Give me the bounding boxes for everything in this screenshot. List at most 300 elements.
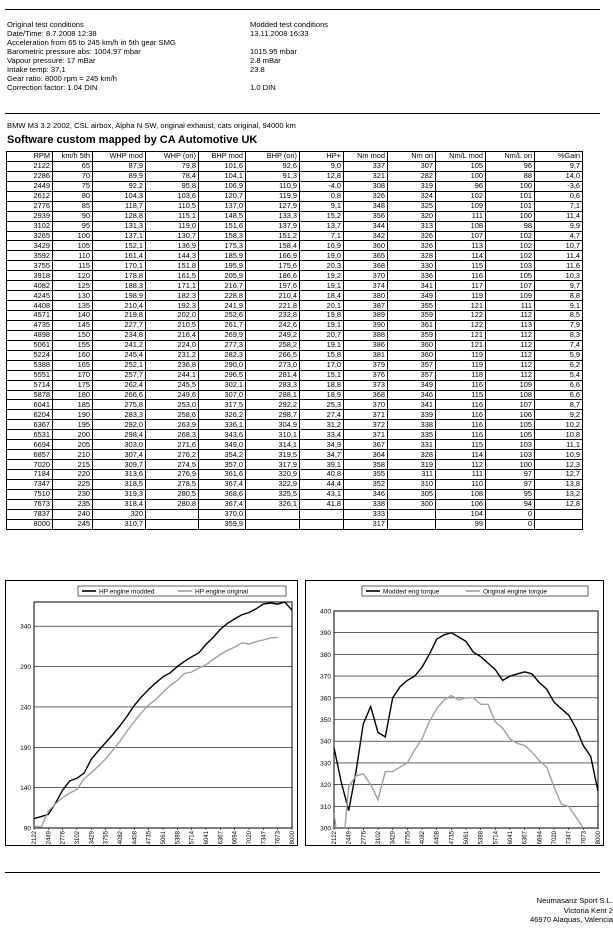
table-cell: 322,9 — [246, 479, 300, 489]
x-tick-label: 3102 — [75, 831, 81, 845]
table-row — [7, 390, 583, 400]
table-cell: 338 — [344, 499, 388, 509]
table-cell: -4,0 — [300, 181, 344, 191]
table-cell: 116 — [436, 380, 486, 390]
table-cell: 336 — [388, 271, 436, 281]
table-cell: 357,0 — [199, 460, 246, 470]
table-cell: 263,9 — [146, 420, 199, 430]
table-cell: 361,6 — [199, 470, 246, 480]
table-cell: 10,7 — [535, 241, 583, 251]
table-cell: 318,4 — [93, 499, 146, 509]
table-cell: 99 — [436, 519, 486, 529]
table-cell: 241,9 — [199, 301, 246, 311]
table-cell: 249,6 — [146, 390, 199, 400]
table-cell: 3102 — [7, 221, 53, 231]
top-rule — [5, 9, 600, 10]
table-cell: 319,3 — [93, 489, 146, 499]
table-cell: 106 — [436, 499, 486, 509]
table-cell: 95 — [486, 489, 535, 499]
table-cell: 276,9 — [146, 470, 199, 480]
x-tick-label: 3102 — [376, 831, 382, 845]
table-cell: 276,2 — [146, 450, 199, 460]
table-cell: 2612 — [7, 191, 53, 201]
table-cell: 96 — [436, 181, 486, 191]
x-tick-label: 4735 — [146, 831, 153, 845]
x-tick-label: 3429 — [390, 831, 397, 845]
table-cell: 292,2 — [246, 400, 300, 410]
table-cell: 307,4 — [93, 450, 146, 460]
table-cell: 150 — [53, 330, 93, 340]
table-cell: 7,4 — [535, 340, 583, 350]
x-tick-label: 7020 — [552, 831, 558, 845]
table-cell: 317 — [344, 519, 388, 529]
table-cell: 7,9 — [535, 320, 583, 330]
x-tick-label: 2122 — [332, 831, 338, 845]
report-title: Software custom mapped by CA Automotive UK — [7, 134, 258, 146]
y-tick-label: 340 — [20, 623, 31, 631]
table-cell: 200 — [53, 430, 93, 440]
table-row — [7, 410, 583, 420]
table-cell: 328 — [388, 251, 436, 261]
table-cell: 374 — [344, 281, 388, 291]
table-cell: 225 — [53, 479, 93, 489]
y-tick-label: 380 — [320, 651, 331, 659]
table-cell: 12,3 — [535, 460, 583, 470]
table-cell: 186,6 — [246, 271, 300, 281]
y-tick-label: 240 — [20, 704, 31, 712]
table-cell: 303,0 — [93, 440, 146, 450]
table-cell: 262,4 — [93, 380, 146, 390]
table-cell: 8000 — [7, 519, 53, 529]
y-tick-label: 140 — [20, 785, 31, 793]
table-cell: 43,1 — [300, 489, 344, 499]
table-cell: 282 — [388, 171, 436, 181]
table-cell: 4898 — [7, 330, 53, 340]
table-cell: 171,1 — [146, 281, 199, 291]
table-cell: 307 — [388, 161, 436, 171]
table-cell: 298,4 — [93, 430, 146, 440]
table-cell: 122 — [436, 320, 486, 330]
table-cell: 266,6 — [93, 390, 146, 400]
column-header: Nm/L ori — [486, 152, 535, 162]
table-row — [7, 360, 583, 370]
x-tick-label: 5061 — [161, 831, 167, 845]
table-cell: 78,4 — [146, 171, 199, 181]
table-cell: 188,3 — [93, 281, 146, 291]
table-cell: 228,8 — [199, 291, 246, 301]
table-row — [7, 271, 583, 281]
column-header: km/h 5th — [53, 152, 93, 162]
table-cell — [300, 519, 344, 529]
x-tick-label: 5714 — [493, 831, 500, 845]
table-cell: 6857 — [7, 450, 53, 460]
table-row — [7, 380, 583, 390]
table-cell: 107 — [436, 231, 486, 241]
footer-line: Neumasanz Sport S.L. — [536, 896, 613, 905]
table-cell: 348 — [344, 201, 388, 211]
table-cell: 15,8 — [300, 350, 344, 360]
table-cell: 215 — [53, 460, 93, 470]
table-cell: 278,5 — [146, 479, 199, 489]
modded-conditions-line: 1015.95 mbar — [250, 47, 297, 56]
table-cell: 112 — [486, 350, 535, 360]
table-cell: 116 — [436, 271, 486, 281]
table-cell: 308 — [344, 181, 388, 191]
table-cell: 170,1 — [93, 261, 146, 271]
table-cell: 216,7 — [199, 281, 246, 291]
table-cell: 224,0 — [146, 340, 199, 350]
table-cell — [146, 509, 199, 519]
table-cell: 386 — [344, 340, 388, 350]
table-cell: 151,6 — [199, 221, 246, 231]
table-cell: 379 — [344, 360, 388, 370]
table-cell: 205 — [53, 440, 93, 450]
table-cell: 14,0 — [535, 171, 583, 181]
table-cell: 220 — [53, 470, 93, 480]
table-cell: 96 — [486, 161, 535, 171]
table-row — [7, 350, 583, 360]
table-row — [7, 460, 583, 470]
y-tick-label: 390 — [320, 630, 331, 638]
table-cell: 6694 — [7, 440, 53, 450]
table-cell: 313 — [388, 221, 436, 231]
table-cell: 122 — [436, 311, 486, 321]
table-cell: 326,2 — [199, 410, 246, 420]
table-cell: 349 — [388, 291, 436, 301]
table-cell: 41,8 — [300, 499, 344, 509]
table-cell: 5878 — [7, 390, 53, 400]
column-header: Nm ori — [388, 152, 436, 162]
table-cell: 113 — [436, 241, 486, 251]
plot-area — [34, 602, 292, 828]
table-cell: 102 — [486, 231, 535, 241]
table-cell: 10,3 — [535, 271, 583, 281]
table-cell: 102 — [486, 241, 535, 251]
table-row — [7, 231, 583, 241]
table-cell: 370 — [344, 271, 388, 281]
table-cell: 346 — [388, 390, 436, 400]
table-cell: 253,0 — [146, 400, 199, 410]
table-cell: 274,5 — [146, 460, 199, 470]
table-cell: 180 — [53, 390, 93, 400]
table-cell: 275,8 — [93, 400, 146, 410]
x-tick-label: 5061 — [464, 831, 470, 845]
table-cell: 155 — [53, 340, 93, 350]
table-cell: 111 — [436, 470, 486, 480]
table-cell: 120,7 — [199, 191, 246, 201]
table-cell: 245 — [53, 519, 93, 529]
table-cell: 389 — [344, 311, 388, 321]
table-cell: 0 — [486, 509, 535, 519]
original-conditions-line: Gear ratio: 8000 rpm = 245 km/h — [7, 74, 117, 83]
table-cell: 328 — [388, 450, 436, 460]
table-cell: 105 — [436, 161, 486, 171]
y-tick-label: 190 — [20, 744, 31, 752]
table-cell: 152,1 — [93, 241, 146, 251]
modded-conditions-line: 23.8 — [250, 65, 265, 74]
table-cell: 360 — [388, 340, 436, 350]
table-cell: 371 — [344, 430, 388, 440]
x-tick-label: 6694 — [537, 831, 544, 845]
y-tick-label: 360 — [320, 695, 331, 703]
table-cell: 7,1 — [535, 201, 583, 211]
table-cell: 7,1 — [300, 231, 344, 241]
x-tick-label: 7347 — [261, 831, 268, 845]
table-cell: 281,4 — [246, 370, 300, 380]
table-row — [7, 400, 583, 410]
table-cell: 18,4 — [300, 291, 344, 301]
original-conditions-line: Correction factor: 1.04 DIN — [7, 83, 98, 92]
table-cell: 112 — [486, 330, 535, 340]
table-cell: 252,1 — [93, 360, 146, 370]
table-cell: 125 — [53, 281, 93, 291]
x-tick-label: 8000 — [290, 831, 296, 845]
table-cell: 115 — [436, 440, 486, 450]
table-cell: 339 — [388, 410, 436, 420]
table-cell: 3429 — [7, 241, 53, 251]
table-row — [7, 499, 583, 509]
x-tick-label: 6367 — [522, 831, 529, 845]
table-cell: 5,4 — [535, 370, 583, 380]
table-cell — [535, 509, 583, 519]
table-cell — [246, 519, 300, 529]
table-cell: 9,0 — [300, 161, 344, 171]
table-row — [7, 430, 583, 440]
table-cell: 113 — [486, 320, 535, 330]
table-cell: 305 — [388, 489, 436, 499]
table-row — [7, 311, 583, 321]
x-tick-label: 4408 — [434, 831, 441, 845]
table-cell: 161,4 — [93, 251, 146, 261]
table-cell: 0 — [486, 519, 535, 529]
table-cell: 33,4 — [300, 430, 344, 440]
table-row — [7, 281, 583, 291]
legend-label: Original engine torque — [483, 588, 547, 596]
table-cell: 44,4 — [300, 479, 344, 489]
table-row — [7, 340, 583, 350]
table-cell: 310,1 — [246, 430, 300, 440]
table-cell: 121 — [436, 301, 486, 311]
table-cell: 381 — [344, 350, 388, 360]
table-cell: 342 — [344, 231, 388, 241]
table-cell: 330 — [388, 261, 436, 271]
table-cell: 354,2 — [199, 450, 246, 460]
table-cell: 320 — [93, 509, 146, 519]
table-cell: 119 — [436, 360, 486, 370]
table-cell: 261,7 — [199, 320, 246, 330]
table-cell: 103,6 — [146, 191, 199, 201]
table-cell — [246, 509, 300, 519]
table-row — [7, 519, 583, 529]
table-cell: 12,8 — [535, 499, 583, 509]
table-row — [7, 261, 583, 271]
table-cell: 373 — [344, 380, 388, 390]
table-cell: 4245 — [7, 291, 53, 301]
table-cell: 119 — [436, 350, 486, 360]
table-cell: 290,0 — [199, 360, 246, 370]
table-cell: 20,3 — [300, 261, 344, 271]
footer-line: Victoria Kent 2 — [563, 905, 613, 915]
torque-chart — [305, 580, 604, 846]
table-cell: 20,1 — [300, 301, 344, 311]
table-cell: 108 — [486, 390, 535, 400]
table-row — [7, 221, 583, 231]
table-cell: 165 — [53, 360, 93, 370]
table-cell: 109 — [486, 380, 535, 390]
table-cell: 9,7 — [535, 281, 583, 291]
column-header: WHP (ori) — [146, 152, 199, 162]
table-cell: 130 — [53, 291, 93, 301]
table-cell: 364 — [344, 450, 388, 460]
table-cell: 314,1 — [246, 440, 300, 450]
table-cell: 103 — [486, 261, 535, 271]
table-cell: 356 — [344, 211, 388, 221]
table-cell: 145 — [53, 320, 93, 330]
column-header: BHP mod — [199, 152, 246, 162]
table-cell: 89,9 — [93, 171, 146, 181]
table-cell: 390 — [344, 320, 388, 330]
legend-label: HP engine original — [195, 588, 248, 596]
table-cell: 15,2 — [300, 211, 344, 221]
modded-conditions-line: 1.0 DIN — [250, 83, 276, 92]
modded-conditions-line: 13.11.2008 16:33 — [250, 29, 309, 38]
table-cell: 106 — [486, 410, 535, 420]
x-tick-label: 5714 — [189, 831, 196, 845]
x-tick-label: 2776 — [361, 831, 368, 845]
table-cell: 116 — [436, 420, 486, 430]
table-cell: 128,8 — [93, 211, 146, 221]
table-cell: 133,3 — [246, 211, 300, 221]
table-cell: 341 — [388, 281, 436, 291]
table-cell: 283,3 — [246, 380, 300, 390]
table-cell: 307,0 — [199, 390, 246, 400]
table-cell: 210 — [53, 450, 93, 460]
table-cell: 100 — [486, 460, 535, 470]
table-cell: 161,5 — [146, 271, 199, 281]
table-cell: 337 — [344, 161, 388, 171]
table-cell: 111 — [486, 301, 535, 311]
table-cell: 116 — [436, 410, 486, 420]
table-cell: 326,1 — [246, 499, 300, 509]
y-tick-label: 310 — [320, 803, 331, 811]
table-cell: 221,8 — [246, 301, 300, 311]
table-cell: 9,2 — [535, 410, 583, 420]
table-cell: 321 — [344, 171, 388, 181]
table-cell: 352 — [344, 479, 388, 489]
table-cell: 197,6 — [246, 281, 300, 291]
table-cell: 104 — [436, 509, 486, 519]
table-cell: 236,8 — [146, 360, 199, 370]
table-cell — [388, 509, 436, 519]
table-cell: 358 — [344, 460, 388, 470]
table-cell — [146, 519, 199, 529]
table-cell: 108 — [436, 489, 486, 499]
x-tick-label: 4082 — [420, 831, 426, 845]
table-cell: 95 — [53, 221, 93, 231]
table-cell: 103 — [486, 440, 535, 450]
table-cell: 357 — [388, 360, 436, 370]
x-tick-label: 5388 — [478, 831, 485, 845]
x-tick-label: 7347 — [566, 831, 573, 845]
table-cell: 0,6 — [535, 191, 583, 201]
table-cell: 231,2 — [146, 350, 199, 360]
table-cell: 5061 — [7, 340, 53, 350]
table-cell: 6204 — [7, 410, 53, 420]
table-cell: 195 — [53, 420, 93, 430]
table-body — [7, 161, 583, 529]
column-header: RPM — [7, 152, 53, 162]
x-tick-label: 7673 — [275, 831, 282, 845]
table-cell: 114 — [436, 251, 486, 261]
table-cell: 300 — [388, 499, 436, 509]
modded-conditions-line — [250, 74, 328, 83]
table-cell: 11,4 — [535, 251, 583, 261]
table-row — [7, 470, 583, 480]
table-cell: 277,3 — [199, 340, 246, 350]
table-cell: 230 — [53, 489, 93, 499]
table-cell: 5551 — [7, 370, 53, 380]
table-cell: 343,6 — [199, 430, 246, 440]
y-tick-label: 290 — [20, 664, 31, 672]
x-tick-label: 6694 — [232, 831, 239, 845]
table-cell: 241,2 — [93, 340, 146, 350]
table-row — [7, 330, 583, 340]
table-cell: 4408 — [7, 301, 53, 311]
table-cell: 112 — [486, 360, 535, 370]
column-header: WHP mod — [93, 152, 146, 162]
table-cell: 7510 — [7, 489, 53, 499]
table-cell: 367 — [344, 440, 388, 450]
table-cell: 341 — [388, 400, 436, 410]
table-cell: 325 — [388, 201, 436, 211]
table-cell: 7184 — [7, 470, 53, 480]
table-cell: 309,7 — [93, 460, 146, 470]
y-tick-label: 320 — [320, 782, 331, 790]
original-conditions-line: Vapour pressure: 17 mBar — [7, 56, 96, 65]
table-cell: 3265 — [7, 231, 53, 241]
y-tick-label: 330 — [320, 760, 331, 768]
table-cell: 310,7 — [93, 519, 146, 529]
table-header-row — [7, 152, 583, 162]
table-cell: 19,2 — [300, 271, 344, 281]
x-tick-label: 8000 — [596, 831, 602, 845]
table-cell: 5,9 — [535, 350, 583, 360]
table-cell: 326 — [388, 231, 436, 241]
table-cell: 85 — [53, 201, 93, 211]
table-cell: 292,0 — [93, 420, 146, 430]
table-cell: 2122 — [7, 161, 53, 171]
table-cell: 298,7 — [246, 410, 300, 420]
table-cell: 2939 — [7, 211, 53, 221]
table-cell: 121 — [436, 340, 486, 350]
table-cell: 121 — [436, 330, 486, 340]
table-cell: 6367 — [7, 420, 53, 430]
table-cell: 13,8 — [535, 479, 583, 489]
table-cell: 7837 — [7, 509, 53, 519]
table-cell: 368,6 — [199, 489, 246, 499]
table-cell: 119,9 — [246, 191, 300, 201]
table-cell: 6531 — [7, 430, 53, 440]
table-cell: 235 — [53, 499, 93, 509]
table-cell: 119,0 — [146, 221, 199, 231]
table-cell: 110 — [53, 251, 93, 261]
table-cell: 115,1 — [146, 211, 199, 221]
table-cell: 3918 — [7, 271, 53, 281]
modded-conditions-line: 2.8 mBar — [250, 56, 281, 65]
table-cell: 39,1 — [300, 460, 344, 470]
original-conditions-line: Date/Time: 8.7.2008 12:38 — [7, 29, 97, 38]
x-tick-label: 6041 — [508, 831, 514, 845]
